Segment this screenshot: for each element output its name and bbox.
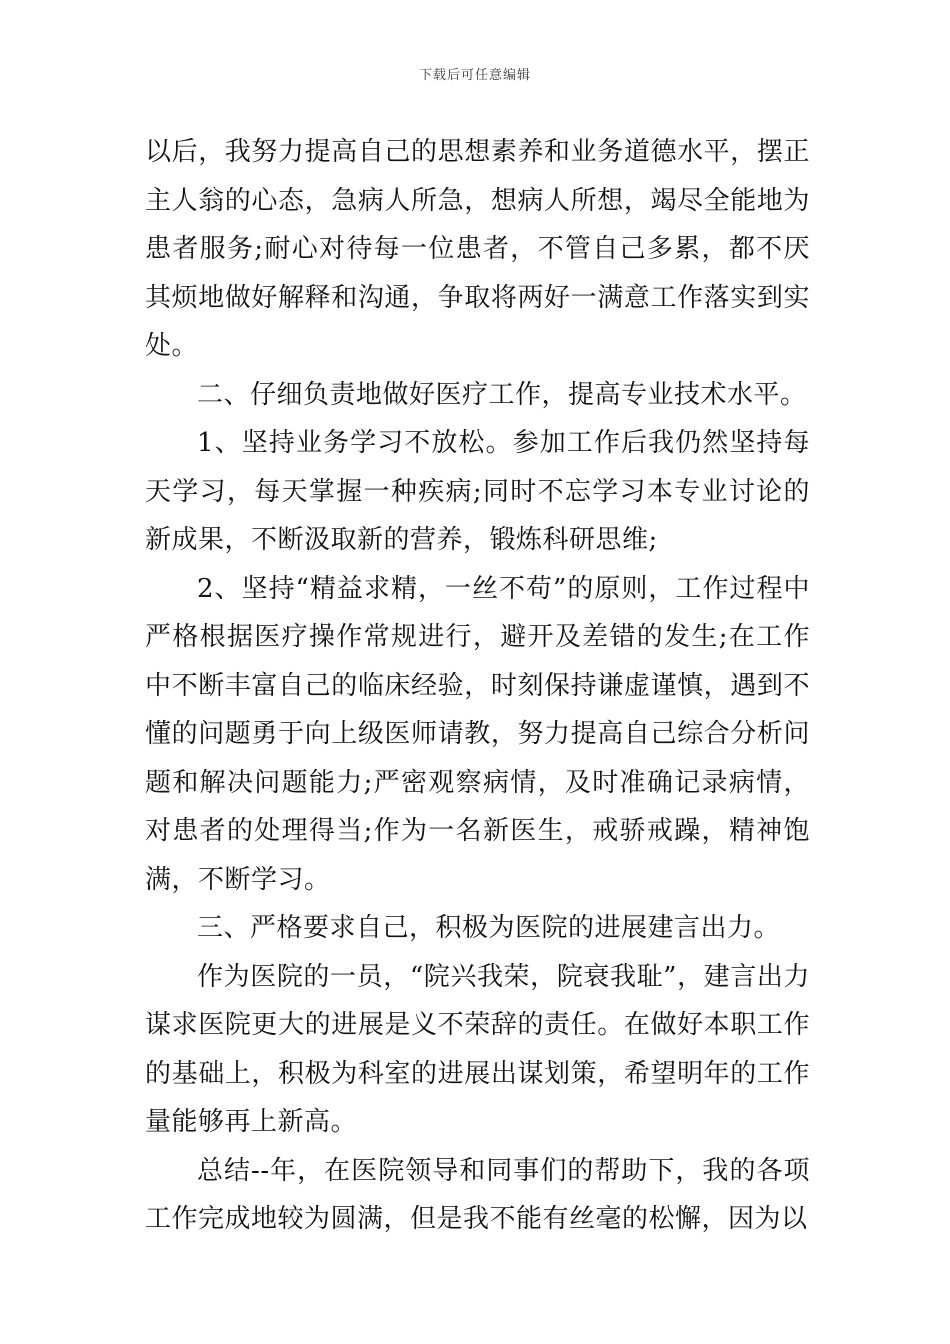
paragraph-item-2: 2、坚持“精益求精，一丝不苟”的原则，工作过程中严格根据医疗操作常规进行，避开及差错的发生;在工作中不断丰富自己的临床经验，时刻保持谦虚谨慎，遇到不懂的问题勇于向上级医师请教，努力提高自己综合分析问题和解决问题能力;严密观察病情，及时准确记录病情，对患者的处理得当;作为一名新医生，戒骄戒躁，精神饱满，不断学习。 (145, 573, 810, 895)
section-heading-2: 二、仔细负责地做好医疗工作，提高专业技术水平。 (197, 379, 807, 410)
document-body (145, 128, 810, 1244)
paragraph-hospital-member: 作为医院的一员，“院兴我荣，院衰我耻”，建言出力谋求医院更大的进展是义不荣辞的责任。在做好本职工作的基础上，积极为科室的进展出谋划策，希望明年的工作量能够再上新高。 (145, 961, 810, 1137)
paragraph-item-1: 1、坚持业务学习不放松。参加工作后我仍然坚持每天学习，每天掌握一种疾病;同时不忘学习本专业讨论的新成果，不断汲取新的营养，锻炼科研思维; (145, 428, 810, 555)
page-header: 下载后可任意编辑 (418, 68, 531, 83)
section-heading-3: 三、严格要求自己，积极为医院的进展建言出力。 (197, 913, 781, 943)
paragraph-summary: 总结--年，在医院领导和同事们的帮助下，我的各项工作完成地较为圆满，但是我不能有丝毫的松懈，因为以 (145, 1155, 810, 1234)
paragraph-continuation: 以后，我努力提高自己的思想素养和业务道德水平，摆正主人翁的心态，急病人所急，想病人所想，竭尽全能地为患者服务;耐心对待每一位患者，不管自己多累，都不厌其烦地做好解释和沟通，争取将两好一满意工作落实到实处。 (145, 137, 810, 361)
